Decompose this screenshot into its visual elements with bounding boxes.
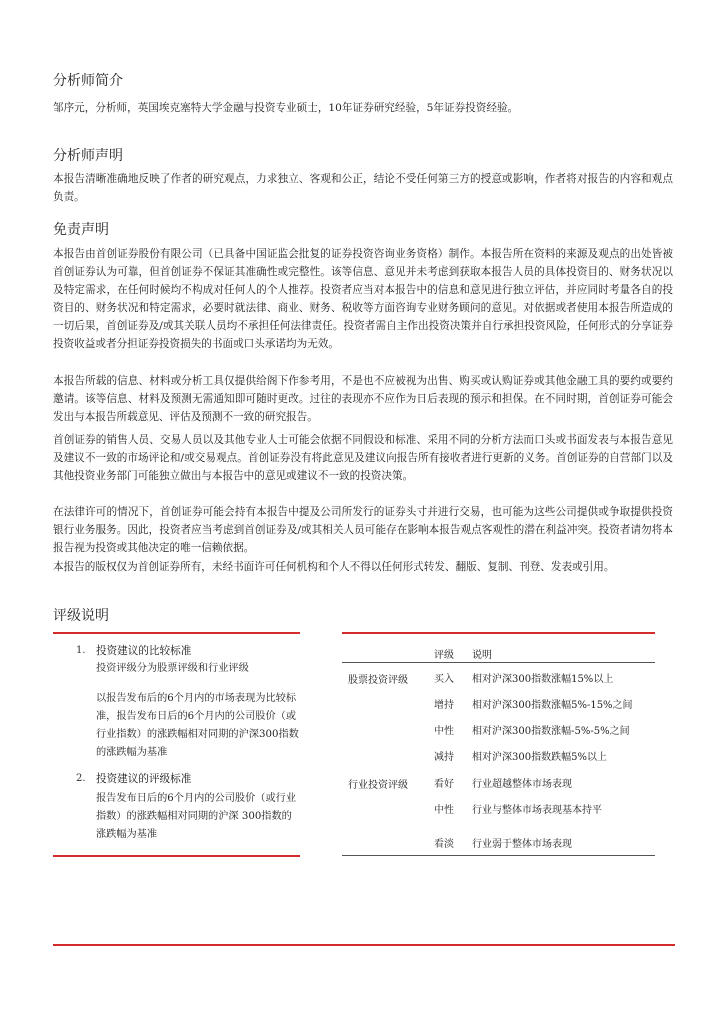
left-top-rule xyxy=(53,632,300,634)
stock-rating: 中性 xyxy=(434,726,454,737)
disclaimer-paragraph: 本报告的版权仅为首创证券所有，未经书面许可任何机构和个人不得以任何形式转发、翻版、复制、刊登、发表或引用。 xyxy=(53,561,615,573)
stock-rating: 减持 xyxy=(434,752,454,763)
analyst-intro-text: 邹序元，分析师，英国埃克塞特大学金融与投资专业硕士，10年证券研究经验，5年证券投资经验。 xyxy=(53,102,519,114)
footer-rule xyxy=(53,944,675,946)
stock-rating: 增持 xyxy=(434,700,454,711)
industry-rating: 看淡 xyxy=(434,839,454,850)
analyst-intro-heading: 分析师简介 xyxy=(53,73,123,89)
item2-body: 报告发布日后的6个月内的公司股价（或行业指数）的涨跌幅相对同期的沪深 300指数的涨跌幅为基准 xyxy=(96,793,297,840)
table-header-divider xyxy=(342,662,655,663)
industry-rating-desc: 行业与整体市场表现基本持平 xyxy=(472,805,602,816)
rating-heading: 评级说明 xyxy=(53,608,109,624)
table-top-rule xyxy=(342,632,655,634)
disclaimer-heading: 免责声明 xyxy=(53,222,109,238)
stock-category-label: 股票投资评级 xyxy=(348,675,408,686)
industry-rating: 中性 xyxy=(434,805,454,816)
disclaimer-paragraph: 首创证券的销售人员、交易人员以及其他专业人士可能会依据不同假设和标准、采用不同的分析方法而口头或书面发表与本报告意见及建议不一致的市场评论和/或交易观点。首创证券没有将此意见及建议向报告所有接收者进行更新的义务。首创证券的自营部门以及其他投资业务部门可能独立做出与本报告中的意见或建议不一致的投资决策。 xyxy=(53,434,673,482)
item1-subtitle: 投资评级分为股票评级和行业评级 xyxy=(96,663,249,674)
table-bottom-rule xyxy=(342,855,655,856)
disclaimer-paragraph: 本报告所载的信息、材料或分析工具仅提供给阁下作参考用，不是也不应被视为出售、购买或认购证券或其他金融工具的要约或要约邀请。该等信息、材料及预测无需通知即可随时更改。过往的表现亦不应作为日后表现的预示和担保。在不同时期，首创证券可能会发出与本报告所载意见、评估及预测不一致的研究报告。 xyxy=(53,375,673,423)
item1-title: 投资建议的比较标准 xyxy=(96,645,192,657)
left-bottom-rule xyxy=(53,855,300,857)
item2-number: 2. xyxy=(76,773,86,784)
table-header-rating: 评级 xyxy=(434,650,454,661)
industry-category-label: 行业投资评级 xyxy=(348,780,408,791)
industry-rating-desc: 行业超越整体市场表现 xyxy=(472,779,572,790)
item2-title: 投资建议的评级标准 xyxy=(96,773,192,785)
stock-rating-desc: 相对沪深300指数涨幅15%以上 xyxy=(472,674,614,685)
item1-number: 1. xyxy=(76,645,86,656)
industry-rating: 看好 xyxy=(434,779,454,790)
stock-rating: 买入 xyxy=(434,674,454,685)
item1-body: 以报告发布后的6个月内的市场表现为比较标准，报告发布日后的6个月内的公司股价（或行业指数）的涨跌幅相对同期的沪深300指数的涨跌幅为基准 xyxy=(96,693,299,758)
analyst-statement-text: 本报告清晰准确地反映了作者的研究观点，力求独立、客观和公正，结论不受任何第三方的授意或影响，作者将对报告的内容和观点负责。 xyxy=(53,173,673,203)
stock-rating-desc: 相对沪深300指数涨幅5%-15%之间 xyxy=(472,700,633,711)
stock-rating-desc: 相对沪深300指数涨幅-5%-5%之间 xyxy=(472,726,630,737)
disclaimer-paragraph: 本报告由首创证券股份有限公司（已具备中国证监会批复的证券投资咨询业务资格）制作。本报告所在资料的来源及观点的出处皆被首创证券认为可靠，但首创证券不保证其准确性或完整性。该等信息、意见并未考虑到获取本报告人员的具体投资目的、财务状况以及特定需求，在任何时候均不构成对任何人的个人推荐。投资者应当对本报告中的信息和意见进行独立评估，并应同时考量各自的投资目的、财务状况和特定需求，必要时就法律、商业、财务、税收等方面咨询专业财务顾问的意见。对依据或者使用本报告所造成的一切后果，首创证券及/或其关联人员均不承担任何法律责任。投资者需自主作出投资决策并自行承担投资风险，任何形式的分享证券投资收益或者分担证券投资损失的书面或口头承诺均为无效。 xyxy=(53,248,673,350)
analyst-statement-heading: 分析师声明 xyxy=(53,148,123,164)
disclaimer-paragraph: 在法律许可的情况下，首创证券可能会持有本报告中提及公司所发行的证券头寸并进行交易，也可能为这些公司提供或争取提供投资银行业务服务。因此，投资者应当考虑到首创证券及/或其相关人员可能存在影响本报告观点客观性的潜在利益冲突。投资者请勿将本报告视为投资或其他决定的唯一信赖依据。 xyxy=(53,506,673,554)
stock-rating-desc: 相对沪深300指数跌幅5%以上 xyxy=(472,752,607,763)
industry-rating-desc: 行业弱于整体市场表现 xyxy=(472,839,572,850)
table-header-desc: 说明 xyxy=(472,650,492,661)
